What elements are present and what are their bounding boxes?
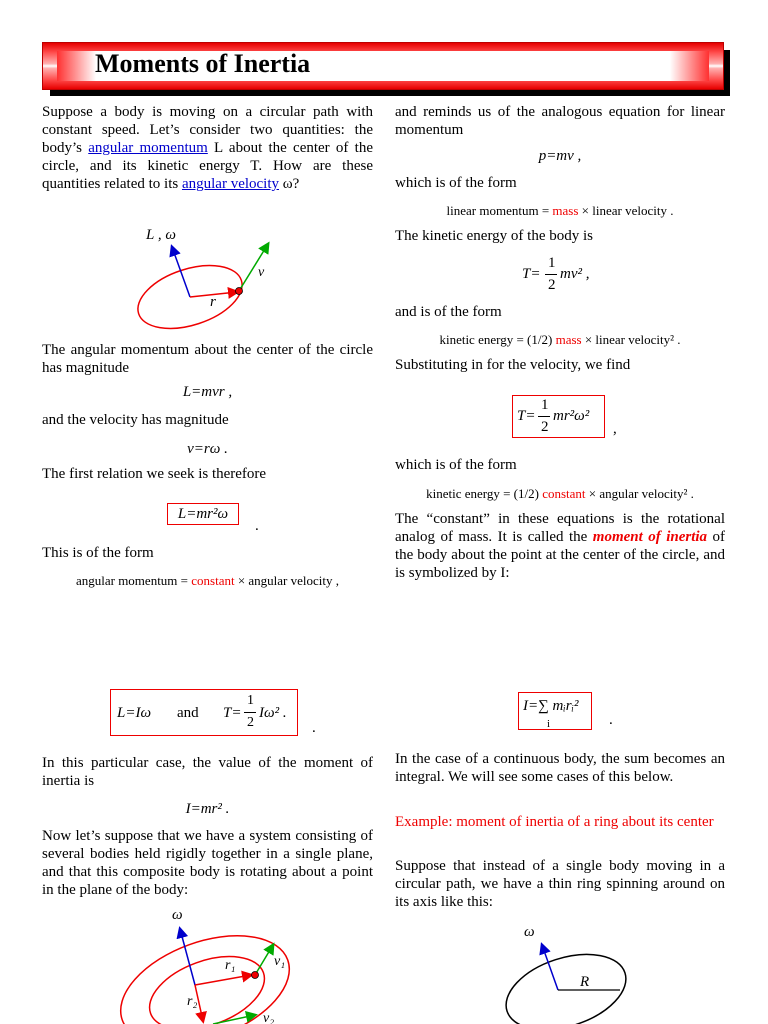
first-relation-paragraph: The first relation we seek is therefore — [42, 466, 267, 482]
equation-T-half-mv2: T= 1 2 mv² , — [522, 255, 590, 293]
equation-L-mvr: L=mvr , — [182, 384, 233, 400]
title-banner — [42, 42, 732, 98]
angular-momentum-paragraph: The angular momentum about the center of the circle has magnitude — [42, 342, 373, 376]
equation-v-romega: v=rω . — [187, 441, 228, 457]
circular-path-figure — [120, 222, 300, 337]
constant-paragraph: The “constant” in these equations is the rotational analog of mass. It is called the moment of inertia of the body about the point at the center of the circle, and is symbolized by I: — [395, 511, 726, 581]
fig3-omega-label: ω — [524, 924, 535, 940]
omega-arrow — [180, 929, 195, 985]
particular-case-paragraph: In this particular case, the value of the moment of inertia is — [42, 755, 373, 789]
intro-text-3: ω? — [279, 176, 300, 192]
intro-text-1: Suppose a body is moving on a circular path with constant speed. Let’s consider two quantities: the body’s — [42, 104, 373, 156]
equation-I-mr2: I=mr² . — [185, 801, 230, 817]
outer-ellipse — [115, 915, 304, 1024]
angular-velocity-link[interactable]: angular velocity — [181, 176, 280, 192]
fig1-L-omega-label: L , ω — [146, 227, 176, 243]
composite-body-paragraph: Now let’s suppose that we have a system consisting of several bodies held rigidly together in a single plane, and that this composite body is rotating about a point in the plane of the body: — [42, 828, 373, 898]
body-dot — [236, 288, 243, 295]
equation-p-mv: p=mv , — [538, 148, 582, 164]
kinetic-energy-paragraph: The kinetic energy of the body is — [395, 228, 594, 244]
boxed-equation-sum: I=∑ mᵢrᵢ² i — [518, 692, 592, 730]
ring-paragraph: Suppose that instead of a single body moving in a circular path, we have a thin ring spinning around on its axis like this: — [395, 858, 725, 910]
fig2-r1-label: r₁ — [225, 958, 236, 973]
reminds-paragraph: and reminds us of the analogous equation for linear momentum — [395, 104, 725, 138]
velocity-paragraph: and the velocity has magnitude — [42, 412, 229, 428]
angular-momentum-form: angular momentum = constant × angular velocity , — [75, 573, 340, 588]
fig2-r2-label: r₂ — [187, 994, 198, 1009]
kinetic-energy-constant-form: kinetic energy = (1/2) constant × angular velocity² . — [426, 486, 694, 501]
fig2-omega-label: ω — [172, 907, 183, 923]
is-form-paragraph: and is of the form — [395, 304, 502, 320]
r1-arrow — [195, 975, 251, 985]
v1-arrow — [255, 945, 273, 975]
ring-figure — [500, 920, 650, 1024]
intro-paragraph — [42, 103, 373, 193]
sum-period: . — [609, 712, 613, 728]
fig2-v1-label: v₁ — [274, 954, 286, 969]
fig2-v2-label: v₂ — [263, 1011, 275, 1024]
intro-text-2: L about the center of the circle, and its kinetic energy T. How are these quantities related to its — [42, 140, 373, 192]
page-title: Moments of Inertia — [95, 49, 311, 78]
ring-omega-arrow — [542, 945, 558, 990]
ring-ellipse — [500, 941, 635, 1024]
continuous-body-paragraph: In the case of a continuous body, the sum becomes an integral. We will see some cases of this below. — [395, 751, 725, 785]
kinetic-energy-mass-form: kinetic energy = (1/2) mass × linear velocity² . — [439, 332, 681, 347]
equation-period: . — [255, 518, 259, 534]
body1-dot — [252, 972, 259, 979]
moment-of-inertia-term: moment of inertia — [592, 529, 708, 545]
banner-frame — [42, 42, 724, 90]
fig1-r-label: r — [210, 294, 216, 310]
which-form-paragraph: which is of the form — [395, 175, 517, 191]
boxed-equation-comma: , — [613, 421, 617, 437]
form-paragraph: This is of the form — [42, 545, 154, 561]
boxed-equations-period: . — [312, 720, 316, 736]
fig1-v-label: v — [258, 265, 265, 280]
boxed-equations-L-T: L=Iω and T= 1 2 Iω² . — [110, 689, 298, 736]
example-heading: Example: moment of inertia of a ring about its center — [395, 814, 714, 830]
boxed-equation-T-half-mr2omega2: T= 1 2 mr²ω² — [512, 395, 605, 438]
angular-momentum-link[interactable]: angular momentum — [88, 140, 208, 156]
which-form-2-paragraph: which is of the form — [395, 457, 517, 473]
boxed-equation-L-mr2omega: L=mr²ω — [167, 503, 239, 525]
linear-momentum-form: linear momentum = mass × linear velocity . — [446, 203, 674, 218]
fig3-R-label: R — [580, 974, 590, 990]
composite-body-figure — [115, 905, 315, 1024]
substituting-paragraph: Substituting in for the velocity, we find — [395, 357, 631, 373]
